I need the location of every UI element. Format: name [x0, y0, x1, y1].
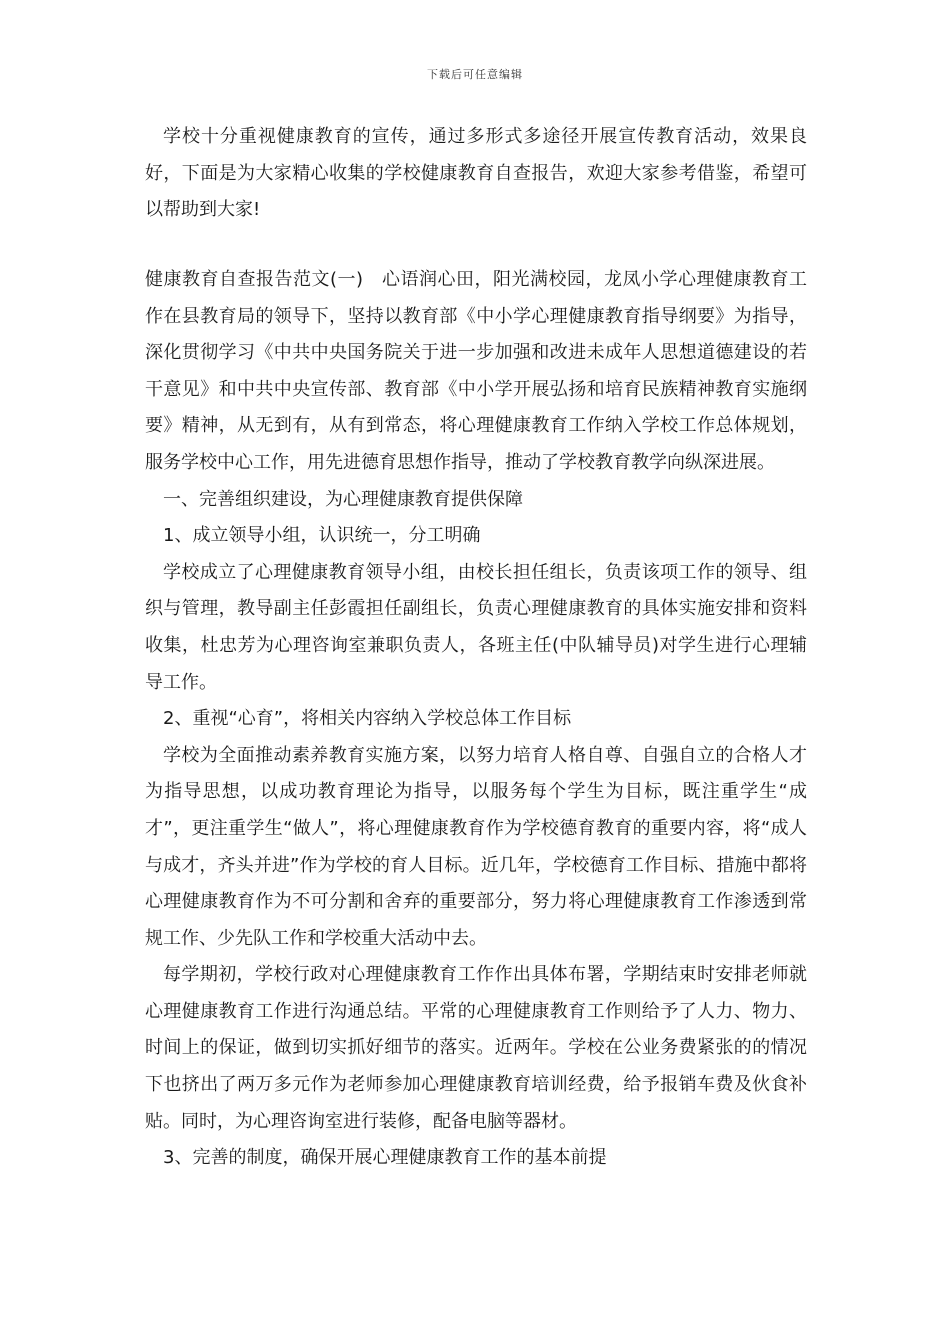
item-2-paragraph-2: 每学期初，学校行政对心理健康教育工作作出具体布署，学期结束时安排老师就心理健康教育工作进行沟通总结。平常的心理健康教育工作则给予了人力、物力、时间上的保证，做到切实抓好细节的落实。近两年。学校在公业务费紧张的的情况下也挤出了两万多元作为老师参加心理健康教育培训经费，给予报销车费及伙食补贴。同时，为心理咨询室进行装修，配备电脑等器材。 [145, 964, 807, 1132]
page-header-note: 下载后可任意编辑 [427, 68, 523, 81]
item-2-paragraph-1: 学校为全面推动素养教育实施方案，以努力培育人格自尊、自强自立的合格人才为指导思想，以成功教育理论为指导，以服务每个学生为目标，既注重学生“成才”，更注重学生“做人”，将心理健康教育作为学校德育教育的重要内容，将“成人与成才，齐头并进”作为学校的育人目标。近几年，学校德育工作目标、措施中都将心理健康教育作为不可分割和舍弃的重要部分，努力将心理健康教育工作渗透到常规工作、少先队工作和学校重大活动中去。 [145, 744, 807, 949]
intro-block [145, 119, 807, 229]
report-opening-paragraph: 健康教育自查报告范文(一) 心语润心田，阳光满校园，龙凤小学心理健康教育工作在县教育局的领导下，坚持以教育部《中小学心理健康教育指导纲要》为指导，深化贯彻学习《中共中央国务院关于进一步加强和改进未成年人思想道德建设的若干意见》和中共中央宣传部、教育部《中小学开展弘扬和培育民族精神教育实施纲要》精神，从无到有，从有到常态，将心理健康教育工作纳入学校工作总体规划，服务学校中心工作，用先进德育思想作指导，推动了学校教育教学向纵深进展。 [145, 269, 807, 473]
item-heading-1: 1、成立领导小组，认识统一，分工明确 [163, 525, 481, 547]
item-heading-3: 3、完善的制度，确保开展心理健康教育工作的基本前提 [163, 1147, 607, 1169]
item-heading-2: 2、重视“心育”，将相关内容纳入学校总体工作目标 [163, 708, 572, 730]
section-heading-1: 一、完善组织建设，为心理健康教育提供保障 [163, 488, 523, 510]
item-1-paragraph: 学校成立了心理健康教育领导小组，由校长担任组长，负责该项工作的领导、组织与管理，教导副主任彭霞担任副组长，负责心理健康教育的具体实施安排和资料收集，杜忠芳为心理咨询室兼职负责人，各班主任(中队辅导员)对学生进行心理辅导工作。 [145, 561, 807, 693]
intro-paragraph: 学校十分重视健康教育的宣传，通过多形式多途径开展宣传教育活动，效果良好，下面是为大家精心收集的学校健康教育自查报告，欢迎大家参考借鉴，希望可以帮助到大家! [145, 126, 807, 221]
report-block [145, 262, 807, 1177]
